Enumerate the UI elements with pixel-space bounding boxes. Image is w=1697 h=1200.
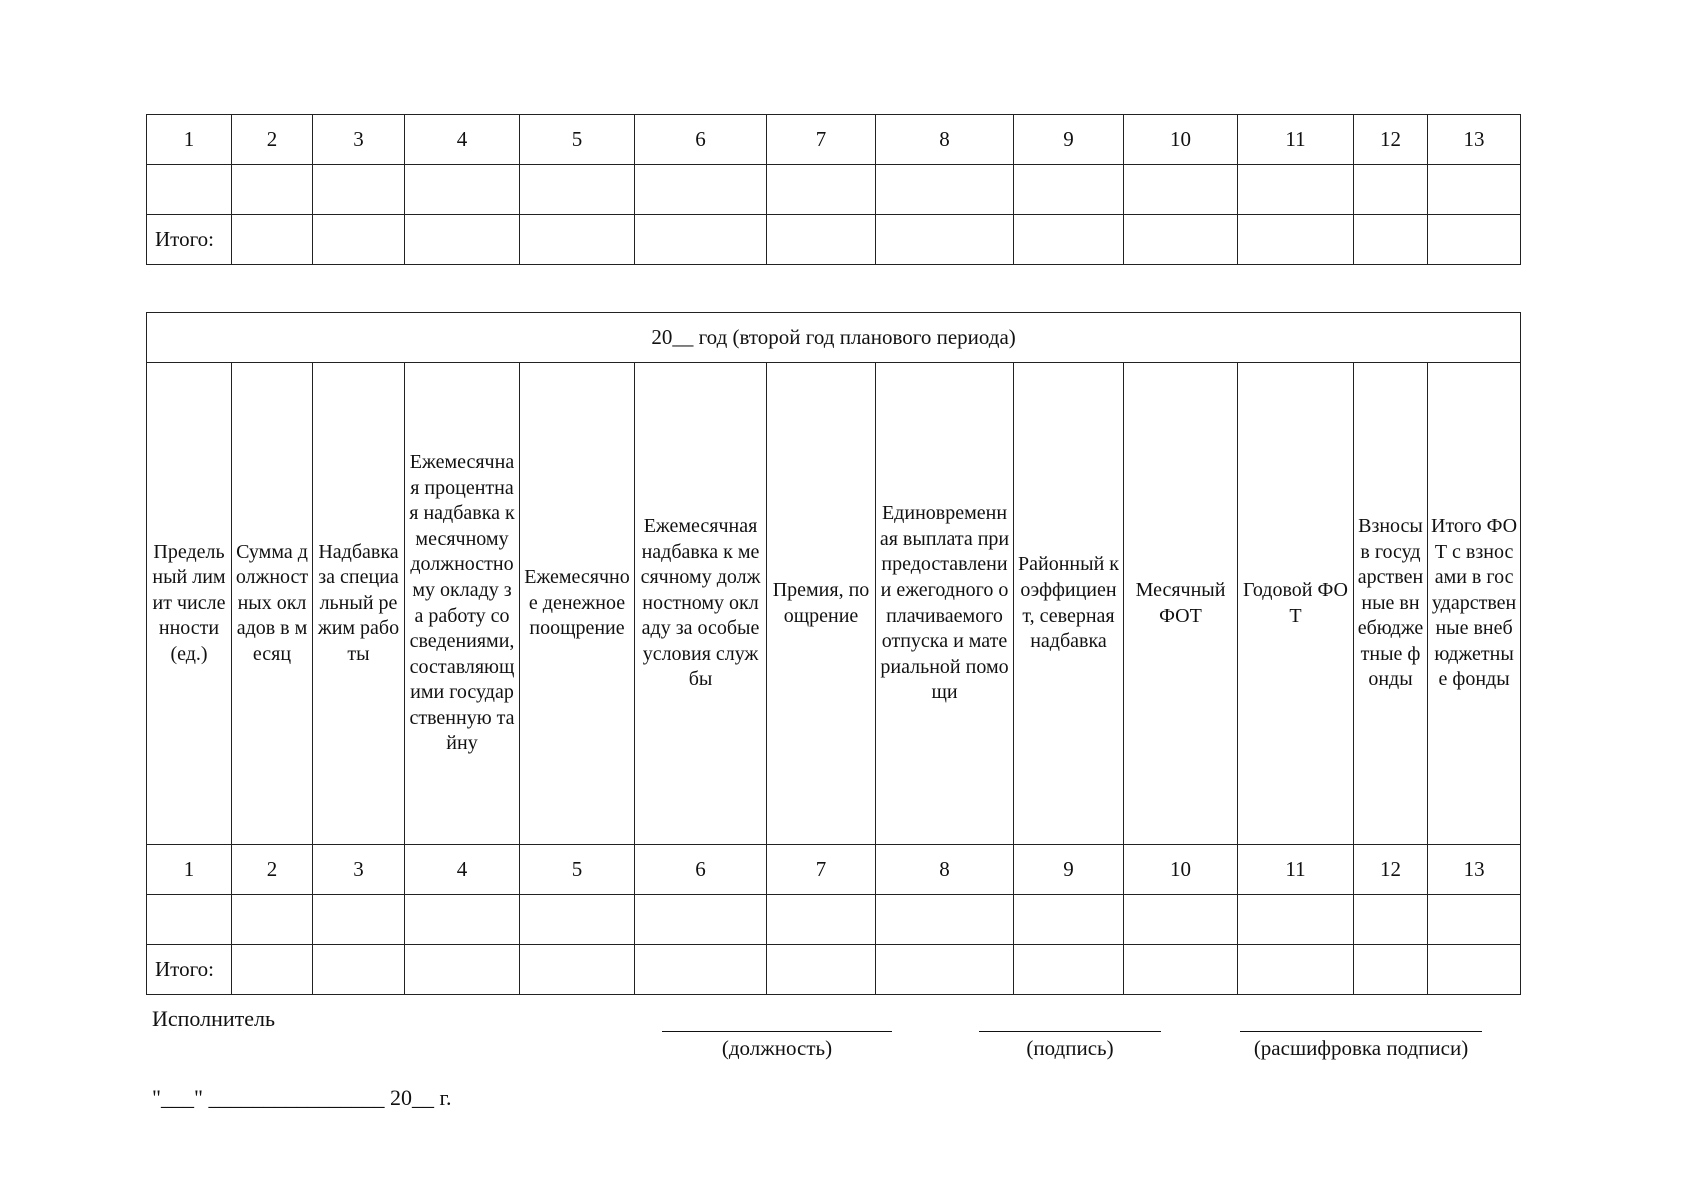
header-annual-payroll: Годовой ФОТ xyxy=(1238,363,1354,845)
col-number: 2 xyxy=(232,845,313,895)
col-number: 13 xyxy=(1428,115,1521,165)
data-cell[interactable] xyxy=(1124,895,1238,945)
header-special-conditions: Ежемесячная надбавка к месячному должностному окладу за особые условия службы xyxy=(635,363,767,845)
data-cell[interactable] xyxy=(767,165,876,215)
total-cell[interactable] xyxy=(876,945,1014,995)
data-cell[interactable] xyxy=(767,895,876,945)
data-cell[interactable] xyxy=(232,165,313,215)
data-cell[interactable] xyxy=(520,165,635,215)
data-cell[interactable] xyxy=(313,165,405,215)
col-number: 6 xyxy=(635,115,767,165)
data-cell[interactable] xyxy=(147,895,232,945)
data-cell[interactable] xyxy=(1354,165,1428,215)
col-number: 12 xyxy=(1354,115,1428,165)
column-number-row xyxy=(147,845,1521,895)
total-cell[interactable] xyxy=(1238,215,1354,265)
empty-data-row xyxy=(147,895,1521,945)
data-cell[interactable] xyxy=(876,165,1014,215)
total-cell[interactable] xyxy=(1354,945,1428,995)
col-number: 2 xyxy=(232,115,313,165)
data-cell[interactable] xyxy=(1238,895,1354,945)
total-cell[interactable] xyxy=(1238,945,1354,995)
total-row xyxy=(147,945,1521,995)
top-table xyxy=(146,114,1521,265)
total-cell[interactable] xyxy=(232,215,313,265)
col-number: 1 xyxy=(147,115,232,165)
total-cell[interactable] xyxy=(767,215,876,265)
data-cell[interactable] xyxy=(876,895,1014,945)
data-cell[interactable] xyxy=(1354,895,1428,945)
total-cell[interactable] xyxy=(1124,215,1238,265)
header-salary-sum: Сумма должностных окладов в месяц xyxy=(232,363,313,845)
col-number: 9 xyxy=(1014,845,1124,895)
signature-decode-line[interactable] xyxy=(1240,1031,1482,1032)
data-cell[interactable] xyxy=(405,895,520,945)
header-secrecy-allowance: Ежемесячная процентная надбавка к месячному должностному окладу за работу со сведениями, составляющими государственную тайну xyxy=(405,363,520,845)
signature-decode-caption: (расшифровка подписи) xyxy=(1253,1036,1469,1060)
header-premium: Премия, поощрение xyxy=(767,363,876,845)
column-number-row xyxy=(147,115,1521,165)
total-cell[interactable] xyxy=(767,945,876,995)
total-cell[interactable] xyxy=(1014,215,1124,265)
col-number: 7 xyxy=(767,845,876,895)
data-cell[interactable] xyxy=(1428,165,1521,215)
header-contributions: Взносы в государственные внебюджетные фонды xyxy=(1354,363,1428,845)
header-staff-limit: Предельный лимит численности (ед.) xyxy=(147,363,232,845)
total-cell[interactable] xyxy=(1354,215,1428,265)
col-number: 4 xyxy=(405,845,520,895)
total-cell[interactable] xyxy=(635,945,767,995)
col-number: 4 xyxy=(405,115,520,165)
total-cell[interactable] xyxy=(1428,945,1521,995)
total-label: Итого: xyxy=(147,215,232,265)
header-regional-coefficient: Районный коэффициент, северная надбавка xyxy=(1014,363,1124,845)
header-monthly-bonus: Ежемесячное денежное поощрение xyxy=(520,363,635,845)
position-caption: (должность) xyxy=(721,1036,833,1060)
year-title: 20__ год (второй год планового периода) xyxy=(147,313,1521,363)
col-number: 12 xyxy=(1354,845,1428,895)
col-number: 10 xyxy=(1124,845,1238,895)
col-number: 13 xyxy=(1428,845,1521,895)
total-label: Итого: xyxy=(147,945,232,995)
data-cell[interactable] xyxy=(1014,895,1124,945)
total-cell[interactable] xyxy=(876,215,1014,265)
data-cell[interactable] xyxy=(232,895,313,945)
year-title-row xyxy=(147,313,1521,363)
total-cell[interactable] xyxy=(1014,945,1124,995)
total-cell[interactable] xyxy=(635,215,767,265)
col-number: 3 xyxy=(313,115,405,165)
col-number: 5 xyxy=(520,845,635,895)
total-cell[interactable] xyxy=(313,945,405,995)
total-cell[interactable] xyxy=(232,945,313,995)
data-cell[interactable] xyxy=(147,165,232,215)
total-cell[interactable] xyxy=(1124,945,1238,995)
col-number: 9 xyxy=(1014,115,1124,165)
header-row xyxy=(147,363,1521,845)
data-cell[interactable] xyxy=(313,895,405,945)
total-cell[interactable] xyxy=(405,945,520,995)
signature-caption: (подпись) xyxy=(1026,1036,1114,1060)
data-cell[interactable] xyxy=(635,895,767,945)
data-cell[interactable] xyxy=(1238,165,1354,215)
data-cell[interactable] xyxy=(1124,165,1238,215)
col-number: 10 xyxy=(1124,115,1238,165)
second-year-table xyxy=(146,312,1521,995)
col-number: 6 xyxy=(635,845,767,895)
total-cell[interactable] xyxy=(1428,215,1521,265)
header-special-regime: Надбавка за специальный режим работы xyxy=(313,363,405,845)
signature-line[interactable] xyxy=(979,1031,1161,1032)
total-row xyxy=(147,215,1521,265)
data-cell[interactable] xyxy=(520,895,635,945)
col-number: 7 xyxy=(767,115,876,165)
executor-label: Исполнитель xyxy=(152,1006,276,1031)
col-number: 11 xyxy=(1238,115,1354,165)
data-cell[interactable] xyxy=(405,165,520,215)
col-number: 8 xyxy=(876,115,1014,165)
total-cell[interactable] xyxy=(405,215,520,265)
header-total-payroll: Итого ФОТ с взносами в государственные внебюджетные фонды xyxy=(1428,363,1521,845)
data-cell[interactable] xyxy=(1428,895,1521,945)
data-cell[interactable] xyxy=(1014,165,1124,215)
position-line[interactable] xyxy=(662,1031,892,1032)
data-cell[interactable] xyxy=(635,165,767,215)
col-number: 1 xyxy=(147,845,232,895)
total-cell[interactable] xyxy=(520,215,635,265)
date-line[interactable]: "___" ________________ 20__ г. xyxy=(152,1085,452,1110)
col-number: 5 xyxy=(520,115,635,165)
header-monthly-payroll: Месячный ФОТ xyxy=(1124,363,1238,845)
col-number: 3 xyxy=(313,845,405,895)
empty-data-row xyxy=(147,165,1521,215)
header-one-time-payment: Единовременная выплата при предоставлении ежегодного оплачиваемого отпуска и материальной помощи xyxy=(876,363,1014,845)
col-number: 11 xyxy=(1238,845,1354,895)
total-cell[interactable] xyxy=(313,215,405,265)
col-number: 8 xyxy=(876,845,1014,895)
total-cell[interactable] xyxy=(520,945,635,995)
